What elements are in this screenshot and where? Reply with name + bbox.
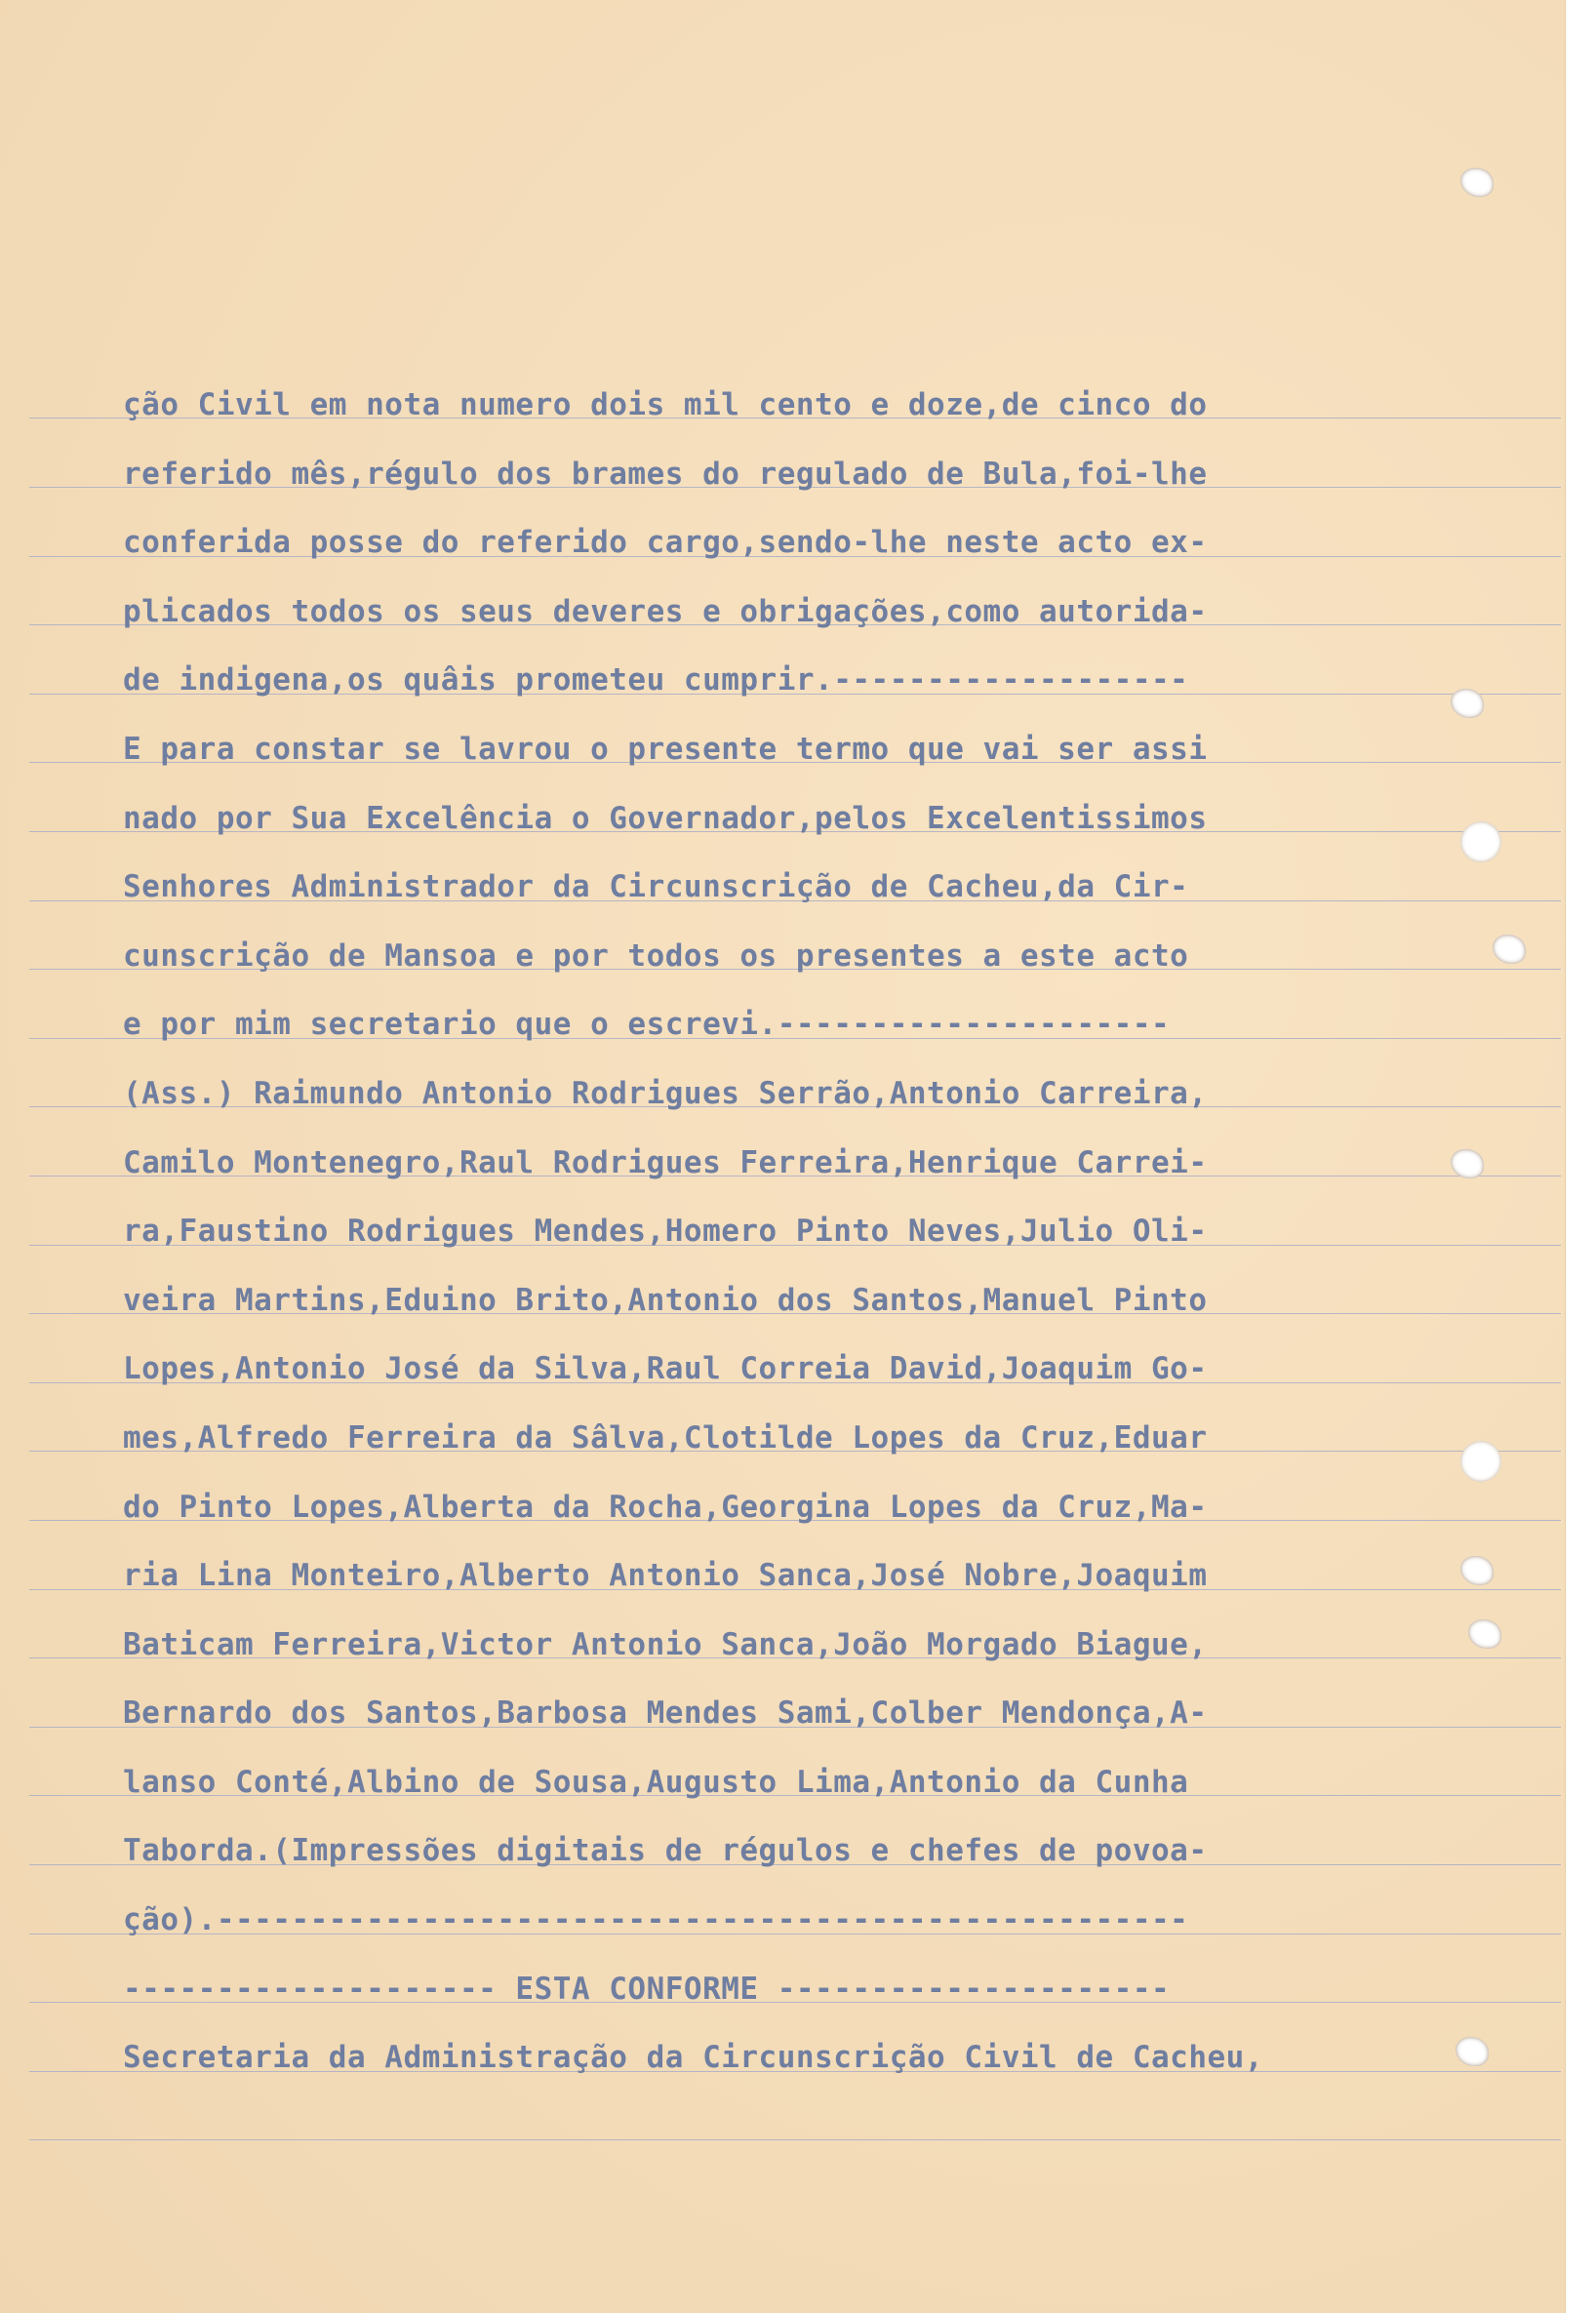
punched-hole-icon <box>1460 821 1501 862</box>
torn-hole-icon <box>1451 689 1484 718</box>
text-line: Baticam Ferreira,Victor Antonio Sanca,João Morgado Biague, <box>123 1626 1208 1662</box>
punched-hole-icon <box>1460 1441 1501 1482</box>
text-line: Senhores Administrador da Circunscrição de Cacheu,da Cir- <box>123 869 1189 905</box>
text-line: Taborda.(Impressões digitais de régulos e chefes de povoa- <box>123 1833 1208 1869</box>
typed-text-block <box>123 371 1263 2093</box>
text-line: ção Civil em nota numero dois mil cento e doze,de cinco do <box>123 387 1208 422</box>
text-line: Secretaria da Administração da Circunscrição Civil de Cacheu, <box>123 2040 1263 2076</box>
text-line: E para constar se lavrou o presente termo que vai ser assi <box>123 731 1208 767</box>
text-line: mes,Alfredo Ferreira da Sâlva,Clotilde Lopes da Cruz,Eduar <box>123 1419 1208 1456</box>
text-line: (Ass.) Raimundo Antonio Rodrigues Serrão,Antonio Carreira, <box>123 1075 1208 1111</box>
text-line: Lopes,Antonio José da Silva,Raul Correia David,Joaquim Go- <box>123 1351 1208 1387</box>
text-line: referido mês,régulo dos brames do regulado de Bula,foi-lhe <box>123 456 1208 492</box>
text-line: Camilo Montenegro,Raul Rodrigues Ferreira,Henrique Carrei- <box>123 1144 1208 1180</box>
text-line: do Pinto Lopes,Alberta da Rocha,Georgina Lopes da Cruz,Ma- <box>123 1489 1208 1525</box>
torn-hole-icon <box>1493 935 1526 964</box>
torn-hole-icon <box>1451 1149 1484 1178</box>
text-line: de indigena,os quâis prometeu cumprir.------------------- <box>123 662 1189 698</box>
text-line: veira Martins,Eduino Brito,Antonio dos Santos,Manuel Pinto <box>123 1282 1208 1318</box>
text-line: ra,Faustino Rodrigues Mendes,Homero Pinto Neves,Julio Oli- <box>123 1214 1208 1250</box>
text-line: Bernardo dos Santos,Barbosa Mendes Sami,Colber Mendonça,A- <box>123 1695 1208 1732</box>
text-line: ção).---------------------------------------------------- <box>123 1902 1189 1938</box>
text-line: plicados todos os seus deveres e obrigações,como autorida- <box>123 593 1208 629</box>
ruled-line <box>29 2139 1561 2140</box>
torn-hole-icon <box>1460 1556 1494 1585</box>
text-line: nado por Sua Excelência o Governador,pelos Excelentissimos <box>123 800 1208 836</box>
torn-hole-icon <box>1460 168 1494 197</box>
text-line: cunscrição de Mansoa e por todos os presentes a este acto <box>123 937 1189 974</box>
text-line: lanso Conté,Albino de Sousa,Augusto Lima,Antonio da Cunha <box>123 1764 1189 1800</box>
torn-hole-icon <box>1456 2037 1489 2066</box>
text-line: ria Lina Monteiro,Alberto Antonio Sanca,José Nobre,Joaquim <box>123 1558 1208 1594</box>
text-line: -------------------- ESTA CONFORME --------------------- <box>123 1971 1171 2007</box>
torn-hole-icon <box>1468 1619 1501 1649</box>
text-line: conferida posse do referido cargo,sendo-lhe neste acto ex- <box>123 525 1208 561</box>
text-line: e por mim secretario que o escrevi.--------------------- <box>123 1007 1171 1043</box>
